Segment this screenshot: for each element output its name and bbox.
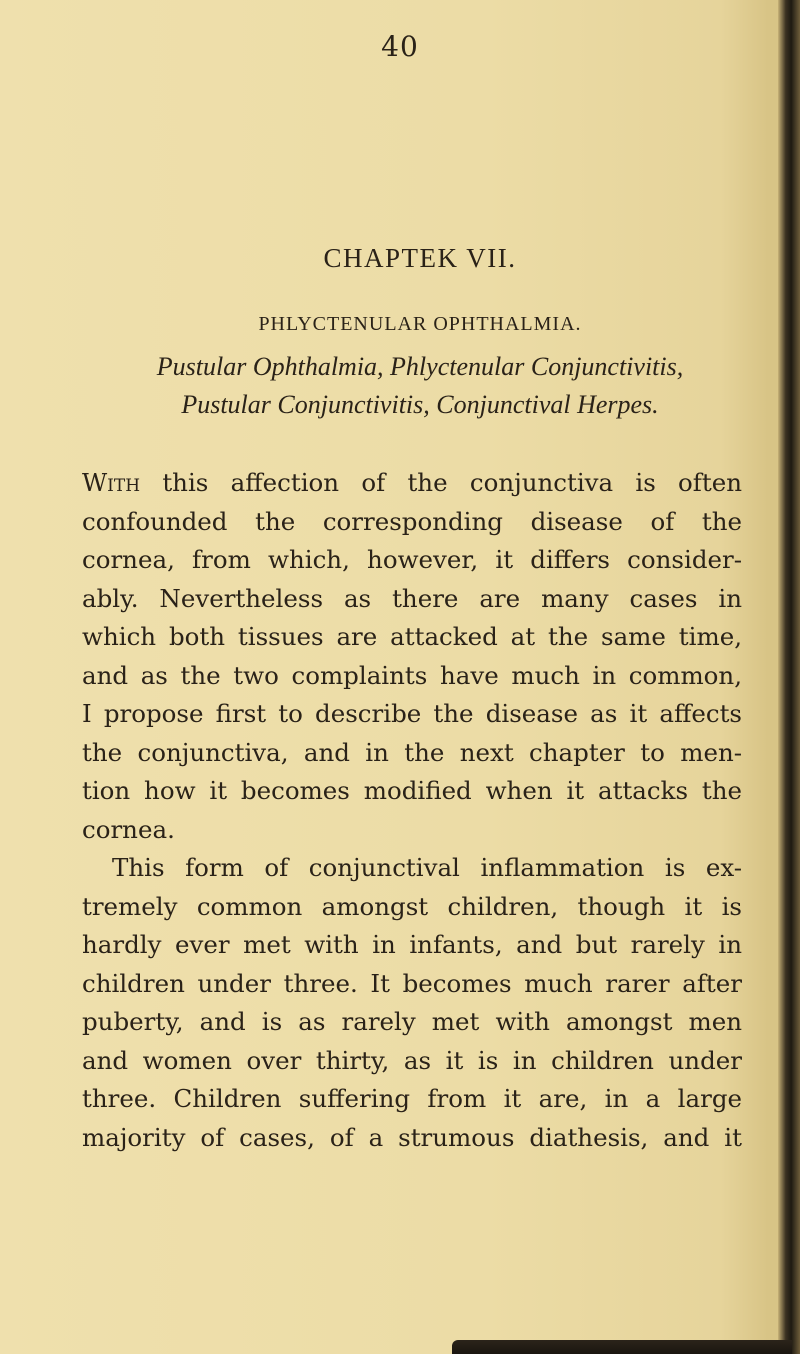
book-spine-edge (778, 0, 800, 1354)
paragraph-1-line-8: the conjunctiva, and in the next chapter to men- (82, 737, 742, 767)
paragraph-1 (82, 464, 742, 849)
drop-word: With (82, 468, 141, 497)
paragraph-1-line-6: and as the two complaints have much in common, (82, 660, 742, 690)
synonyms-line-1: Pustular Ophthalmia, Phlyctenular Conjunctivitis, (156, 352, 684, 381)
paragraph-1-line-5: which both tissues are attacked at the same time, (82, 622, 742, 651)
paragraph-2-line-4: children under three. It becomes much rarer after (82, 968, 742, 998)
paragraph-1-line-10: cornea. (82, 814, 175, 844)
paragraph-2-line-8: majority of cases, of a strumous diathesis, and it (82, 1122, 742, 1152)
body-text (82, 464, 742, 1157)
paragraph-1-line-4: ably. Nevertheless as there are many cases in (82, 583, 742, 613)
paragraph-1-line-2: confounded the corresponding disease of the (82, 506, 742, 536)
paragraph-1-line-1: With this affection of the conjunctiva is often (82, 468, 742, 497)
paragraph-2-line-5: puberty, and is as rarely met with amongst men (82, 1007, 742, 1036)
paragraph-1-line-9: tion how it becomes modified when it attacks the (82, 776, 742, 805)
chapter-subtitle: PHLYCTENULAR OPHTHALMIA. (258, 313, 582, 335)
synonyms-line-2: Pustular Conjunctivitis, Conjunctival Herpes. (181, 390, 659, 419)
paragraph-2 (82, 849, 742, 1157)
paragraph-1-line-3: cornea, from which, however, it differs consider- (82, 545, 742, 574)
paragraph-1-line-7: I propose first to describe the disease as it affects (82, 699, 742, 728)
paragraph-2-line-3: hardly ever met with in infants, and but rarely in (82, 930, 742, 959)
paragraph-2-line-7: three. Children suffering from it are, in a large (82, 1084, 742, 1113)
paragraph-2-line-6: and women over thirty, as it is in children under (82, 1045, 742, 1075)
page-number: 40 (381, 30, 419, 63)
paragraph-2-line-1: This form of conjunctival inflammation is ex- (112, 853, 742, 882)
paragraph-2-line-2: tremely common amongst children, though it is (82, 891, 742, 921)
page-bottom-shadow (452, 1340, 792, 1354)
chapter-synonyms (80, 348, 760, 424)
chapter-title: CHAPTEK VII. (323, 243, 517, 273)
